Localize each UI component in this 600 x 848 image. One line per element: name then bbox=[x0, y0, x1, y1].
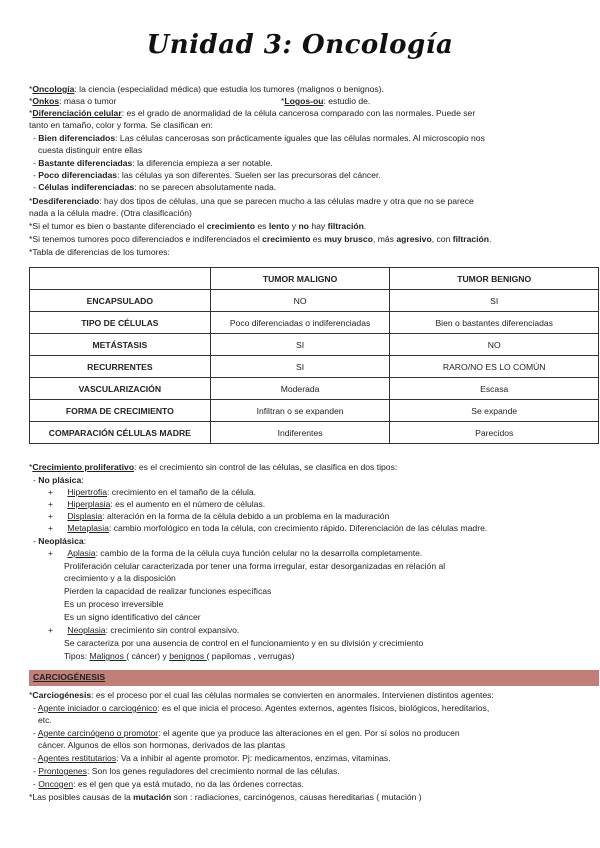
item-neoplasica: - Neoplásica: bbox=[33, 536, 87, 546]
term-oncologia: Oncología bbox=[32, 84, 75, 94]
table-row-label: METÁSTASIS bbox=[30, 334, 211, 356]
table-cell: Moderada bbox=[210, 378, 390, 400]
def-carciogenesis: *Carciogénesis: es el proceso por el cual las células normales se convierten en anormales. Intervienen distintos agentes: bbox=[29, 690, 494, 700]
def-logos: *Logos-ou: estudio de. bbox=[281, 96, 371, 106]
neoplasia-detail: Se caracteriza por una ausencia de control en el funcionamiento y en su división y crecimiento bbox=[64, 638, 424, 648]
item-no-plasica: - No plásica: bbox=[33, 475, 84, 485]
item-bien: - Bien diferenciados: Las células cancerosas son prácticamente iguales que las células normales. Al microscopio nos bbox=[33, 133, 485, 143]
table-row-label: ENCAPSULADO bbox=[30, 290, 211, 312]
table-header-row bbox=[30, 268, 599, 290]
table-row bbox=[30, 356, 599, 378]
item-oncogen: - Oncogen: es el gen que ya está mutado, no da las órdenes correctas. bbox=[33, 779, 304, 789]
def-diferenciacion-cont: tanto en tamaño, color y forma. Se clasifican en: bbox=[29, 120, 213, 130]
item-displasia: + Displasia: alteración en la forma de la célula debido a un problema en la maduración bbox=[48, 511, 390, 521]
section-title: CARCIOGÉNESIS bbox=[33, 672, 106, 682]
def-desdiferenciado-cont: nada a la célula madre. (Otra clasificación) bbox=[29, 208, 192, 218]
table-cell: Indiferentes bbox=[210, 422, 390, 444]
item-agentes-restitutarios: - Agentes restitutarios: Va a inhibir al agente promotor. Pj: medicamentos, enzimas, vitaminas. bbox=[33, 753, 391, 763]
table-cell: Bien o bastantes diferenciadas bbox=[390, 312, 599, 334]
def-oncologia: *Oncología: la ciencia (especialidad médica) que estudia los tumores (malignos o benignos). bbox=[29, 84, 384, 94]
table-row bbox=[30, 378, 599, 400]
table-row-label: TIPO DE CÉLULAS bbox=[30, 312, 211, 334]
item-agente-promotor: - Agente carcinógeno o promotor: el agente que ya produce las alteraciones en el gen. Por sí solos no producen bbox=[33, 728, 460, 738]
table-cell: Poco diferenciadas o indiferenciadas bbox=[210, 312, 390, 334]
item-indiferenciadas: - Células indiferenciadas: no se parecen absolutamente nada. bbox=[33, 182, 277, 192]
table-cell: NO bbox=[210, 290, 390, 312]
item-poco: - Poco diferenciadas: las células ya son diferentes. Suelen ser las precursoras del cáncer. bbox=[33, 170, 381, 180]
item-hipertrofia: + Hipertrofia: crecimiento en el tamaño de la célula. bbox=[48, 487, 257, 497]
item-aplasia: + Aplasia: cambio de la forma de la célula cuya función celular no la desarrolla completamente. bbox=[48, 548, 423, 558]
def-crecimiento: *Crecimiento proliferativo: es el crecimiento sin control de las células, se clasifica en dos tipos: bbox=[29, 462, 398, 472]
table-row-label: RECURRENTES bbox=[30, 356, 211, 378]
table-row-label: VASCULARIZACIÓN bbox=[30, 378, 211, 400]
table-cell: SI bbox=[210, 356, 390, 378]
aplasia-detail: Pierden la capacidad de realizar funciones específicas bbox=[64, 586, 272, 596]
table-cell: Se expande bbox=[390, 400, 599, 422]
table-cell: SI bbox=[210, 334, 390, 356]
tumor-comparison-table bbox=[29, 267, 599, 444]
item-metaplasia: + Metaplasia: cambio morfológico en toda la célula, con crecimiento rápido. Diferenciación de las células madre. bbox=[48, 523, 488, 533]
item-bien-cont: cuesta distinguir entre ellas bbox=[38, 145, 143, 155]
def-desdiferenciado: *Desdiferenciado: hay dos tipos de células, una que se parecen mucho a las células madre y otra que no se parece bbox=[29, 196, 474, 206]
def-diferenciacion: *Diferenciación celular: es el grado de anormalidad de la célula cancerosa comparado con las normales. Puede ser bbox=[29, 108, 476, 118]
table-cell: RARO/NO ES LO COMÚN bbox=[390, 356, 599, 378]
page-title: Unidad 3: Oncología bbox=[146, 30, 454, 60]
note-poco-diferenciado: *Si tenemos tumores poco diferenciados e indiferenciados el crecimiento es muy brusco, más agresivo, con filtración. bbox=[29, 234, 492, 244]
table-intro: *Tabla de diferencias de los tumores: bbox=[29, 247, 170, 257]
table-row bbox=[30, 400, 599, 422]
term-onkos: Onkos bbox=[32, 96, 60, 106]
table-row bbox=[30, 422, 599, 444]
note-bien-diferenciado: *Si el tumor es bien o bastante diferenciado el crecimiento es lento y no hay filtración. bbox=[29, 221, 367, 231]
table-header-cell bbox=[30, 268, 211, 290]
table-row bbox=[30, 334, 599, 356]
table-header-cell: TUMOR BENIGNO bbox=[390, 268, 599, 290]
section-header-carciogenesis bbox=[29, 670, 599, 686]
aplasia-detail: crecimiento y a la disposición bbox=[64, 573, 176, 583]
aplasia-detail: Proliferación celular caracterizada por tener una forma irregular, estar desorganizadas en relación al bbox=[64, 561, 446, 571]
table-cell: Escasa bbox=[390, 378, 599, 400]
aplasia-detail: Es un proceso irreversible bbox=[64, 599, 164, 609]
table-header-cell: TUMOR MALIGNO bbox=[210, 268, 390, 290]
term-logos: Logos-ou bbox=[284, 96, 324, 106]
table-row-label: FORMA DE CRECIMIENTO bbox=[30, 400, 211, 422]
note-causas-mutacion: *Las posibles causas de la mutación son : radiaciones, carcinógenos, causas hereditarias ( mutación ) bbox=[29, 792, 422, 802]
item-agente-promotor-cont: cáncer. Algunos de ellos son hormonas, derivados de las plantas bbox=[38, 740, 285, 750]
aplasia-detail: Es un signo identificativo del cáncer bbox=[64, 612, 201, 622]
item-neoplasia: + Neoplasia: crecimiento sin control expansivo. bbox=[48, 625, 240, 635]
term-diferenciacion: Diferenciación celular bbox=[32, 108, 122, 118]
table-row bbox=[30, 312, 599, 334]
table-row-label: COMPARACIÓN CÉLULAS MADRE bbox=[30, 422, 211, 444]
item-agente-iniciador-cont: etc. bbox=[38, 715, 52, 725]
item-hiperplasia: + Hiperplasia: es el aumento en el número de células. bbox=[48, 499, 266, 509]
table-cell: Infiltran o se expanden bbox=[210, 400, 390, 422]
neoplasia-tipos: Tipos: Malignos ( cáncer) y benignos ( papilomas , verrugas) bbox=[64, 651, 295, 661]
table-cell: NO bbox=[390, 334, 599, 356]
def-onkos: *Onkos: masa o tumor bbox=[29, 96, 117, 106]
item-bastante: - Bastante diferenciadas: la diferencia empieza a ser notable. bbox=[33, 158, 273, 168]
item-agente-iniciador: - Agente iniciador o carciogénico: es el que inicia el proceso. Agentes externos, agentes físicos, biológicos, hereditarios, bbox=[33, 703, 490, 713]
item-prontogenes: - Prontogenes: Son los genes reguladores del crecimiento normal de las células. bbox=[33, 766, 340, 776]
table-cell: SI bbox=[390, 290, 599, 312]
table-row bbox=[30, 290, 599, 312]
table-cell: Parecidos bbox=[390, 422, 599, 444]
